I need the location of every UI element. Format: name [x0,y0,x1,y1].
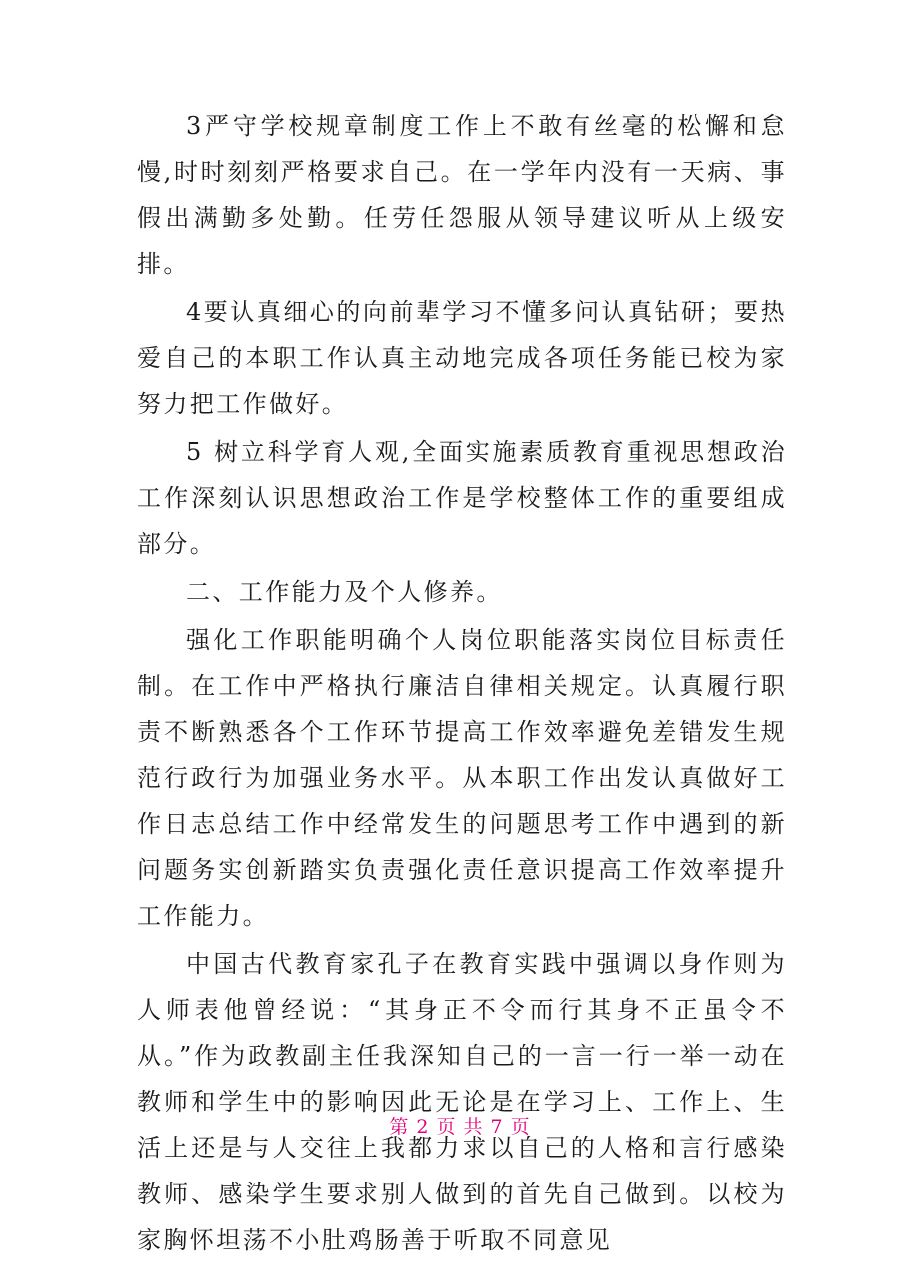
paragraph-rule-5: 5 树立科学育人观,全面实施素质教育重视思想政治工作深刻认识思想政治工作是学校整体工作的重要组成部分。 [137,438,787,558]
page-number-footer: 第 2 页 共 7 页 [389,1116,531,1138]
document-body [137,103,787,1265]
paragraph-rule-4: 4要认真细心的向前辈学习不懂多问认真钻研；要热爱自己的本职工作认真主动地完成各项任务能已校为家努力把工作做好。 [137,298,787,418]
paragraph-work-ability: 强化工作职能明确个人岗位职能落实岗位目标责任制。在工作中严格执行廉洁自律相关规定。认真履行职责不断熟悉各个工作环节提高工作效率避免差错发生规范行政行为加强业务水平。从本职工作出发认真做好工作日志总结工作中经常发生的问题思考工作中遇到的新问题务实创新踏实负责强化责任意识提高工作效率提升工作能力。 [137,626,787,930]
paragraph-confucius: 中国古代教育家孔子在教育实践中强调以身作则为人师表他曾经说：“其身正不令而行其身不正虽令不从。”作为政教副主任我深知自己的一言一行一举一动在教师和学生中的影响因此无论是在学习上、工作上、生活上还是与人交往上我都力求以自己的人格和言行感染教师、感染学生要求别人做到的首先自己做到。以校为家胸怀坦荡不小肚鸡肠善于听取不同意见 [137,950,787,1254]
paragraph-rule-3: 3严守学校规章制度工作上不敢有丝毫的松懈和怠慢,时时刻刻严格要求自己。在一学年内没有一天病、事假出满勤多处勤。任劳任怨服从领导建议听从上级安排。 [137,112,787,278]
section-heading: 二、工作能力及个人修养。 [186,578,503,606]
